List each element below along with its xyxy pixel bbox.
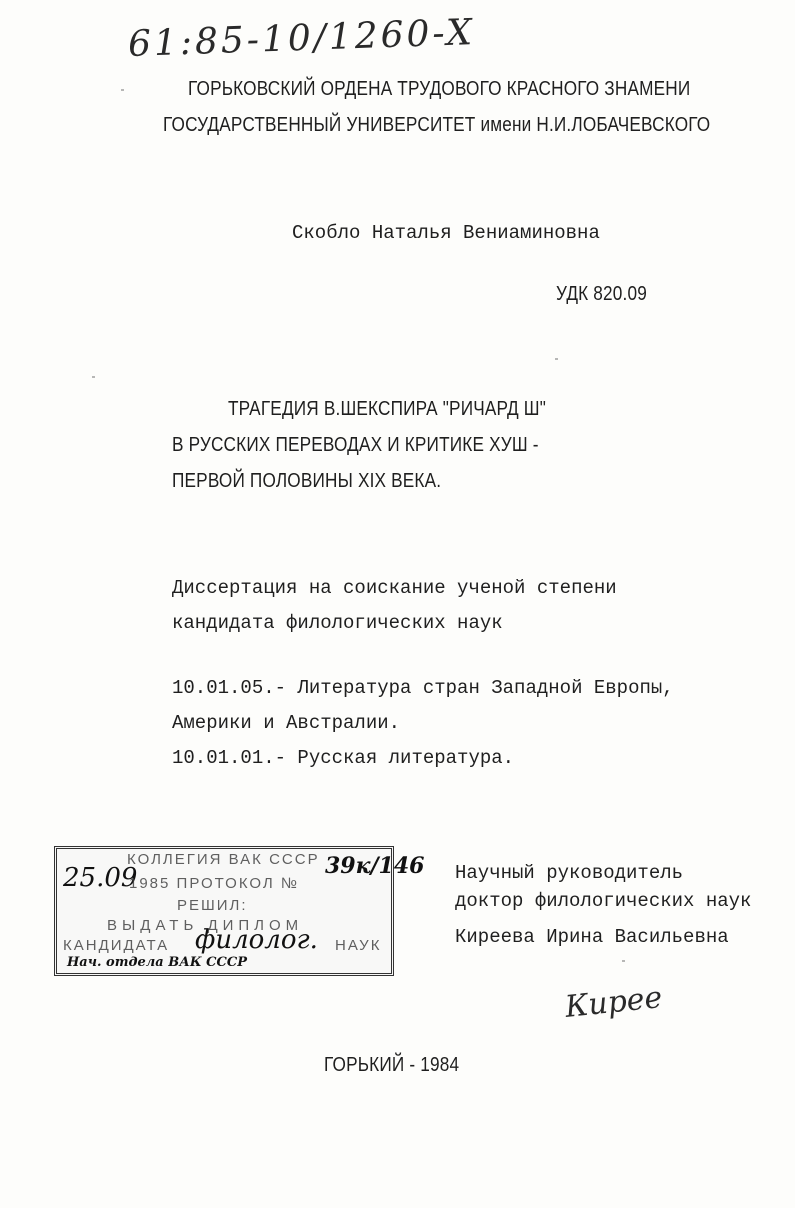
header-line-1: ГОРЬКОВСКИЙ ОРДЕНА ТРУДОВОГО КРАСНОГО ЗНАМЕНИ [188, 78, 691, 100]
stamp-line-3: РЕШИЛ: [177, 897, 248, 914]
dissertation-line-2: кандидата филологических наук [172, 612, 503, 634]
stamp-protocol-handwritten: 39к/146 [325, 853, 425, 879]
scan-speck [121, 89, 124, 91]
city-year: ГОРЬКИЙ - 1984 [324, 1054, 460, 1076]
supervisor-line-1: Научный руководитель [455, 862, 684, 884]
stamp-degree-handwritten: филолог. [195, 925, 318, 955]
specialty-line-3: 10.01.01.- Русская литература. [172, 747, 515, 769]
stamp-line-2: 1985 ПРОТОКОЛ № [129, 875, 299, 892]
title-line-1: ТРАГЕДИЯ В.ШЕКСПИРА "РИЧАРД Ш" [228, 398, 546, 420]
title-line-3: ПЕРВОЙ ПОЛОВИНЫ XIX ВЕКА. [172, 470, 442, 492]
specialty-line-2: Америки и Австралии. [172, 712, 401, 734]
specialty-line-1: 10.01.05.- Литература стран Западной Европы, [172, 677, 674, 699]
stamp-line-5: КАНДИДАТА [63, 937, 170, 954]
udk-code: УДК 820.09 [556, 283, 647, 305]
author-name: Скобло Наталья Вениаминовна [292, 222, 600, 244]
stamp-date-handwritten: 25.09 [63, 863, 138, 893]
supervisor-signature: Кирее [563, 980, 664, 1025]
vak-stamp [54, 846, 425, 976]
dissertation-line-1: Диссертация на соискание ученой степени [172, 577, 617, 599]
stamp-official-signature: Нач. отдела ВАК СССР [67, 955, 247, 970]
stamp-line-5-end: НАУК [335, 937, 382, 954]
scan-speck [555, 358, 558, 360]
title-line-2: В РУССКИХ ПЕРЕВОДАХ И КРИТИКЕ ХУШ - [172, 434, 539, 456]
stamp-line-1: КОЛЛЕГИЯ ВАК СССР [127, 851, 320, 868]
supervisor-line-3: Киреева Ирина Васильевна [455, 926, 729, 948]
archive-code-handwritten: 61:85-10/1260-X [127, 11, 476, 66]
stamp-line-4: ВЫДАТЬ ДИПЛОМ [107, 917, 304, 934]
scan-speck [622, 960, 625, 962]
supervisor-line-2: доктор филологических наук [455, 890, 752, 912]
header-line-2: ГОСУДАРСТВЕННЫЙ УНИВЕРСИТЕТ имени Н.И.ЛОБАЧЕВСКОГО [163, 114, 711, 136]
scan-speck [92, 376, 95, 378]
